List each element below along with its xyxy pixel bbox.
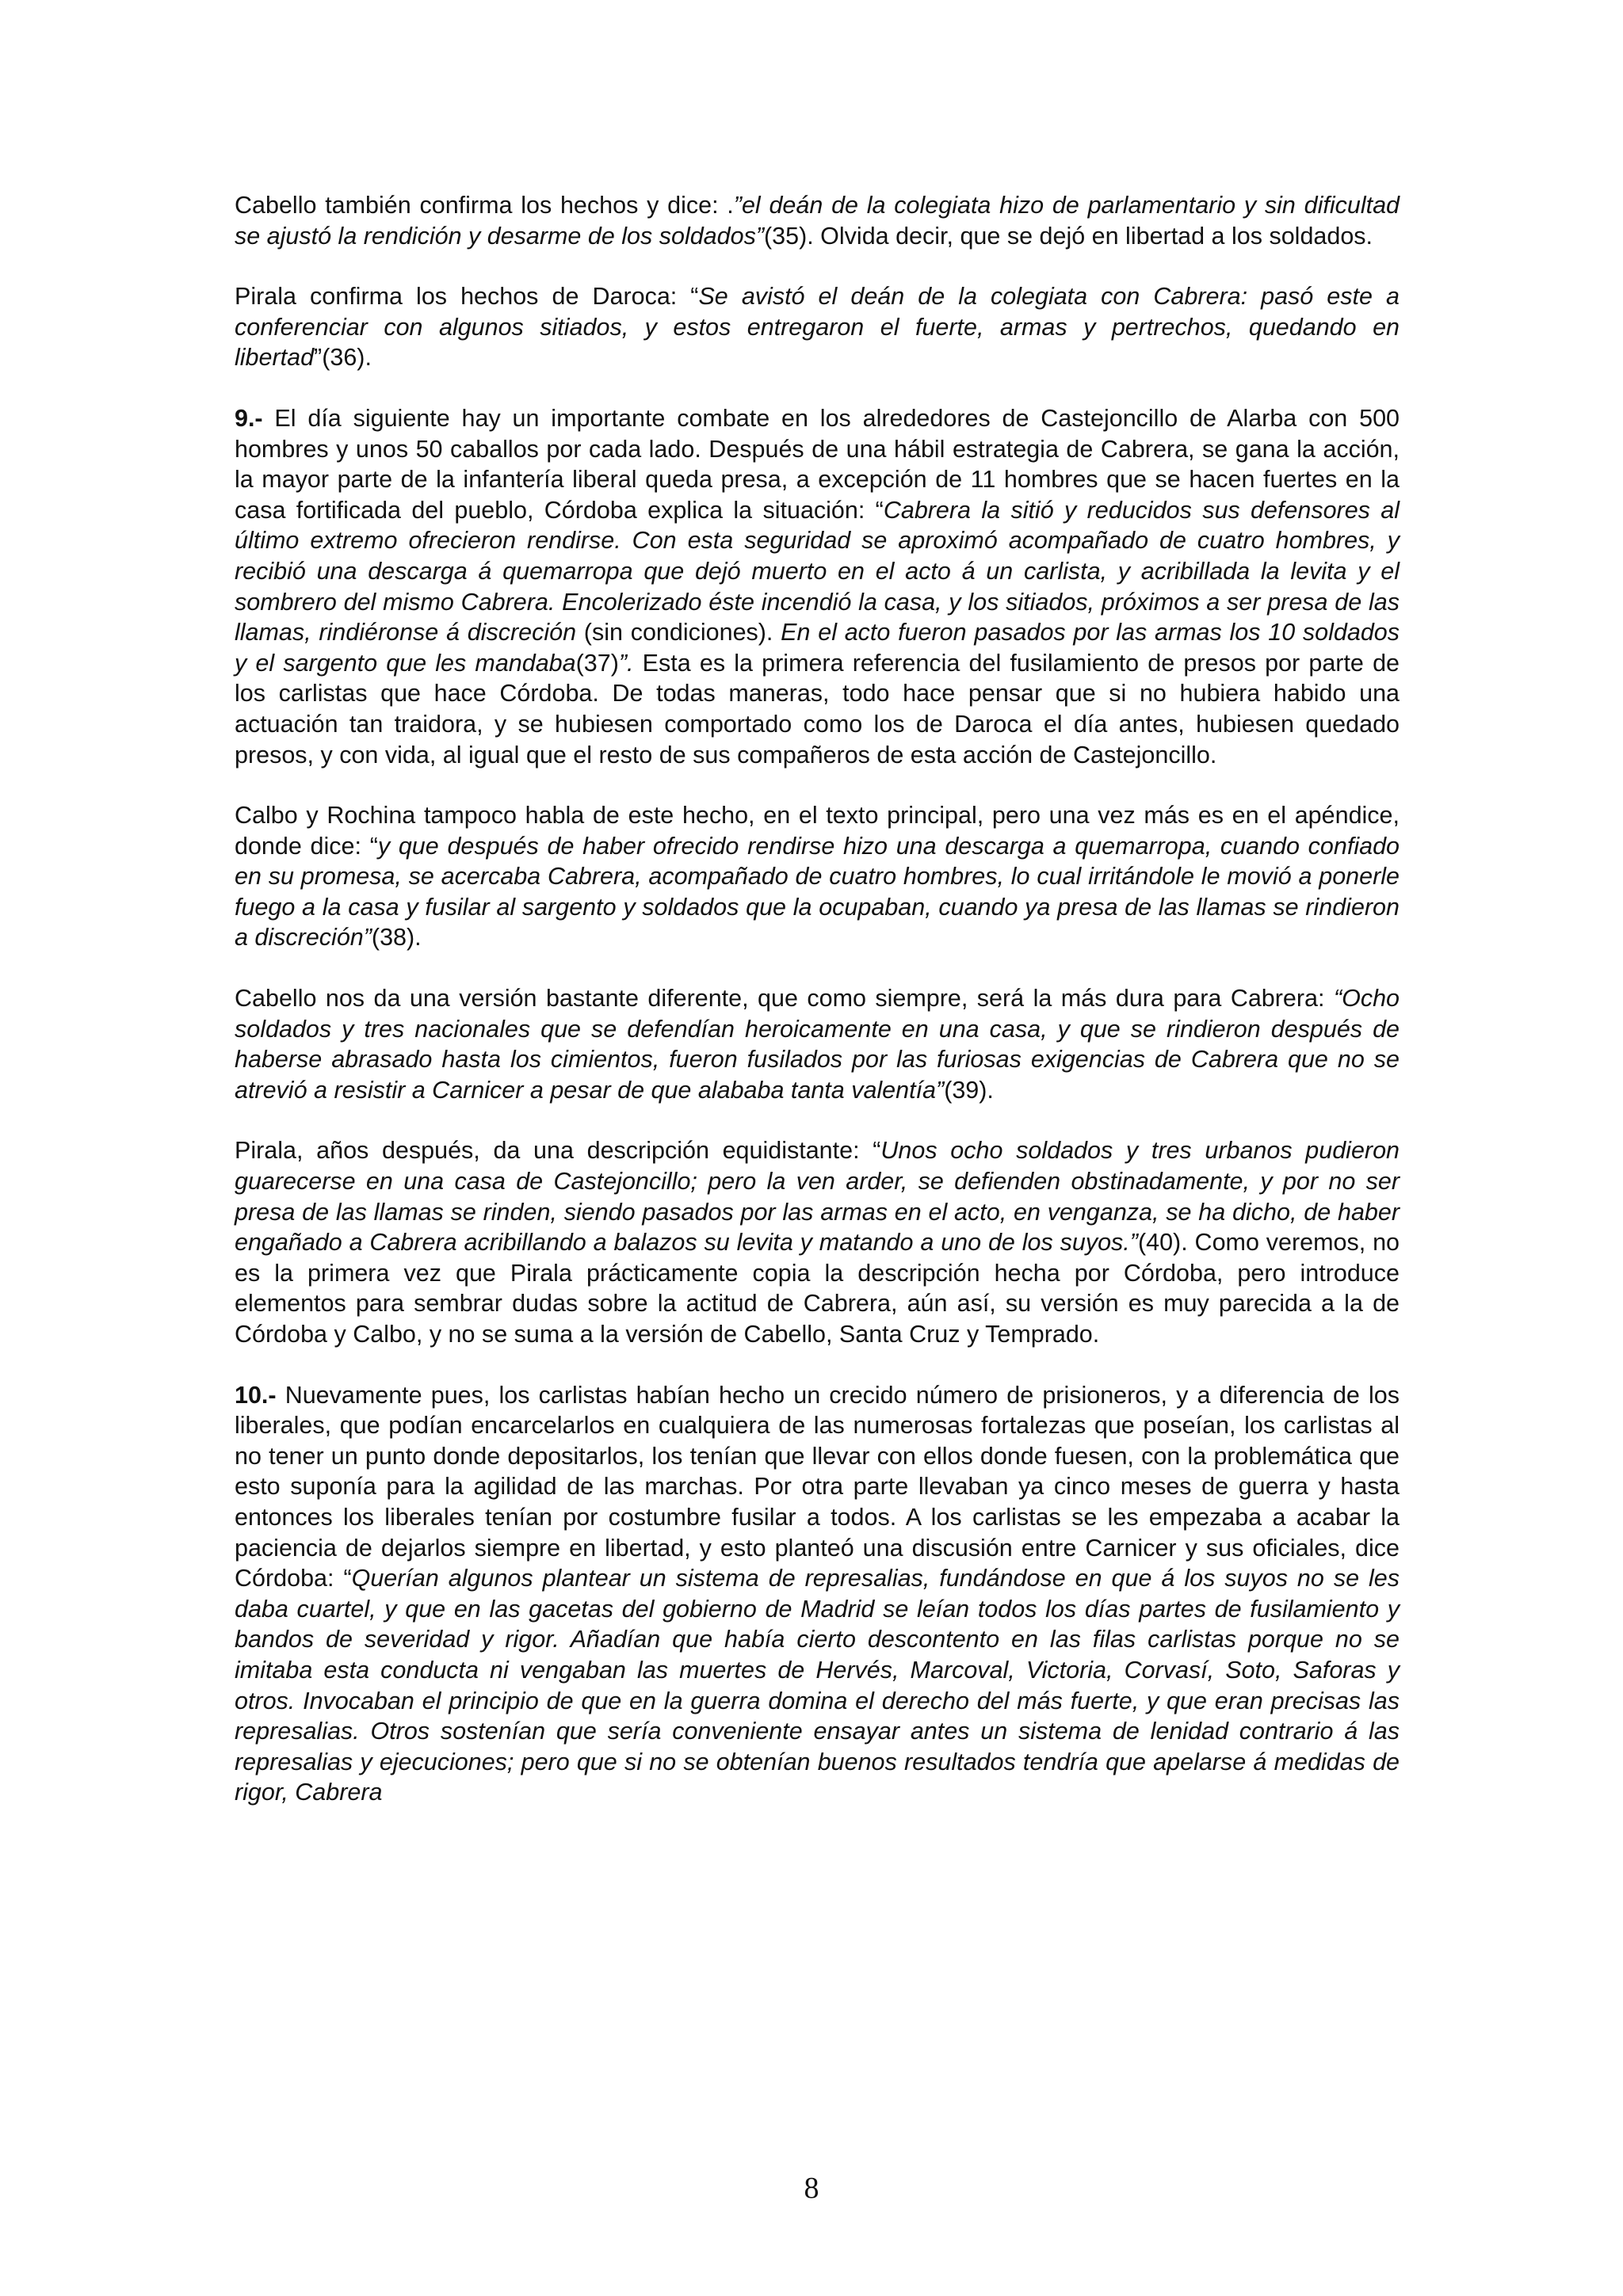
quoted-text: y que después de haber ofrecido rendirse hizo una descarga a quemarropa, cuando confiado en su promesa, se acercaba Cabrera, acompañado de cuatro hombres, lo cual irritándole le movió a ponerle fuego a la casa y fusilar al sargento y soldados que la ocupaban, cuando ya presa de las llamas se rindieron a discreción” [235,832,1400,952]
text-segment: Pirala confirma los hechos de Daroca: “ [235,283,699,311]
paragraph [235,800,1400,953]
text-segment: (40). Como veremos, no es la primera vez que Pirala prácticamente copia la descripción hecha por Córdoba, pero introduce elementos para sembrar dudas sobre la actitud de Cabrera, aún así, su versión es muy parecida a la de Córdoba y Calbo, y no se suma a la versión de Cabello, Santa Cruz y Temprado. [235,1229,1400,1348]
text-segment: Cabello también confirma los hechos y dice: . [235,192,734,219]
quoted-text: Se avistó el deán de la colegiata con Cabrera: pasó este a conferenciar con algunos sitiados, y estos entregaron el fuerte, armas y pertrechos, quedando en libertad [235,283,1400,372]
quoted-text: En el acto fueron pasados por las armas los 10 soldados y el sargento que les mandaba [235,619,1400,677]
page-number: 8 [804,2172,819,2205]
text-segment: Pirala, años después, da una descripción equidistante: “ [235,1137,881,1165]
text-segment: (35). Olvida decir, que se dejó en libertad a los soldados. [763,222,1373,250]
quoted-text: Unos ocho soldados y tres urbanos pudieron guarecerse en una casa de Castejoncillo; pero la ven arder, se defienden obstinadamente, y por no ser presa de las llamas se rinden, siendo pasados por las armas en el acto, en venganza, se ha dicho, de haber engañado a Cabrera acribillando a balazos su levita y matando a uno de los suyos.” [235,1137,1400,1257]
quoted-text: ”el deán de la colegiata hizo de parlamentario y sin dificultad se ajustó la rendición y desarme de los soldados” [235,192,1400,250]
quoted-text: Querían algunos plantear un sistema de represalias, fundándose en que á los suyos no se les daba cuartel, y que en las gacetas del gobierno de Madrid se leían todos los días partes de fusilamiento y bandos de severidad y rigor. Añadían que había cierto descontento en las filas carlistas porque no se imitaba esta conducta ni vengaban las muertes de Hervés, Marcoval, Victoria, Corvasí, Soto, Saforas y otros. Invocaban el principio de que en la guerra domina el derecho del más fuerte, y que eran precisas las represalias. Otros sostenían que sería conveniente ensayar antes un sistema de lenidad contrario á las represalias y ejecuciones; pero que si no se obtenían buenos resultados tendría que apelarse á medidas de rigor, Cabrera [235,1565,1400,1806]
paragraph [235,281,1400,373]
paragraph [235,1380,1400,1808]
text-segment: (38). [371,924,422,952]
text-segment: Calbo y Rochina tampoco habla de este hecho, en el texto principal, pero una vez más es en el apéndice, donde dice: “ [235,802,1400,860]
paragraph [235,403,1400,770]
text-segment: Nuevamente pues, los carlistas habían hecho un crecido número de prisioneros, y a diferencia de los liberales, que podían encarcelarlos en cualquiera de las numerosas fortalezas que poseían, los carlistas al no tener un punto donde depositarlos, los tenían que llevar con ellos donde fuesen, con la problemática que esto suponía para la agilidad de las marchas. Por otra parte llevaban ya cinco meses de guerra y hasta entonces los liberales tenían por costumbre fusilar a todos. A los carlistas se les empezaba a acabar la paciencia de dejarlos siempre en libertad, y esto planteó una discusión entre Carnicer y sus oficiales, dice Córdoba: “ [235,1381,1400,1592]
quoted-text: ”. [618,649,634,677]
paragraph [235,190,1400,251]
text-segment: (39). [944,1076,994,1104]
quoted-text: Cabrera la sitió y reducidos sus defensores al último extremo ofrecieron rendirse. Con esta seguridad se aproximó acompañado de cuatro hombres, y recibió una descarga á quemarropa que dejó muerto en el acto á un carlista, y acribillada la levita y el sombrero del mismo Cabrera. Encolerizado éste incendió la casa, y los sitiados, próximos a ser presa de las llamas, rindiéronse á discreción [235,496,1400,646]
text-segment: Esta es la primera referencia del fusilamiento de presos por parte de los carlistas que hace Córdoba. De todas maneras, todo hace pensar que si no hubiera habido una actuación tan traidora, y se hubiesen comportado como los de Daroca el día antes, hubiesen quedado presos, y con vida, al igual que el resto de sus compañeros de esta acción de Castejoncillo. [235,649,1400,769]
body-text [235,190,1400,1838]
text-segment: Cabello nos da una versión bastante diferente, que como siempre, será la más dura para Cabrera: [235,985,1334,1013]
section-number: 9.- [235,404,263,432]
text-segment: ”(36). [314,344,372,372]
text-segment: El día siguiente hay un importante combate en los alrededores de Castejoncillo de Alarba con 500 hombres y unos 50 caballos por cada lado. Después de una hábil estrategia de Cabrera, se gana la acción, la mayor parte de la infantería liberal queda presa, a excepción de 11 hombres que se hacen fuertes en la casa fortificada del pueblo, Córdoba explica la situación: “ [235,404,1400,524]
paragraph [235,983,1400,1105]
section-number: 10.- [235,1381,277,1409]
paragraph [235,1135,1400,1349]
text-segment: (sin condiciones). [576,619,781,646]
text-segment: (37) [575,649,619,677]
quoted-text: “Ocho soldados y tres nacionales que se defendían heroicamente en una casa, y que se rindieron después de haberse abrasado hasta los cimientos, fueron fusilados por las furiosas exigencias de Cabrera que no se atrevió a resistir a Carnicer a pesar de que alababa tanta valentía” [235,985,1400,1104]
